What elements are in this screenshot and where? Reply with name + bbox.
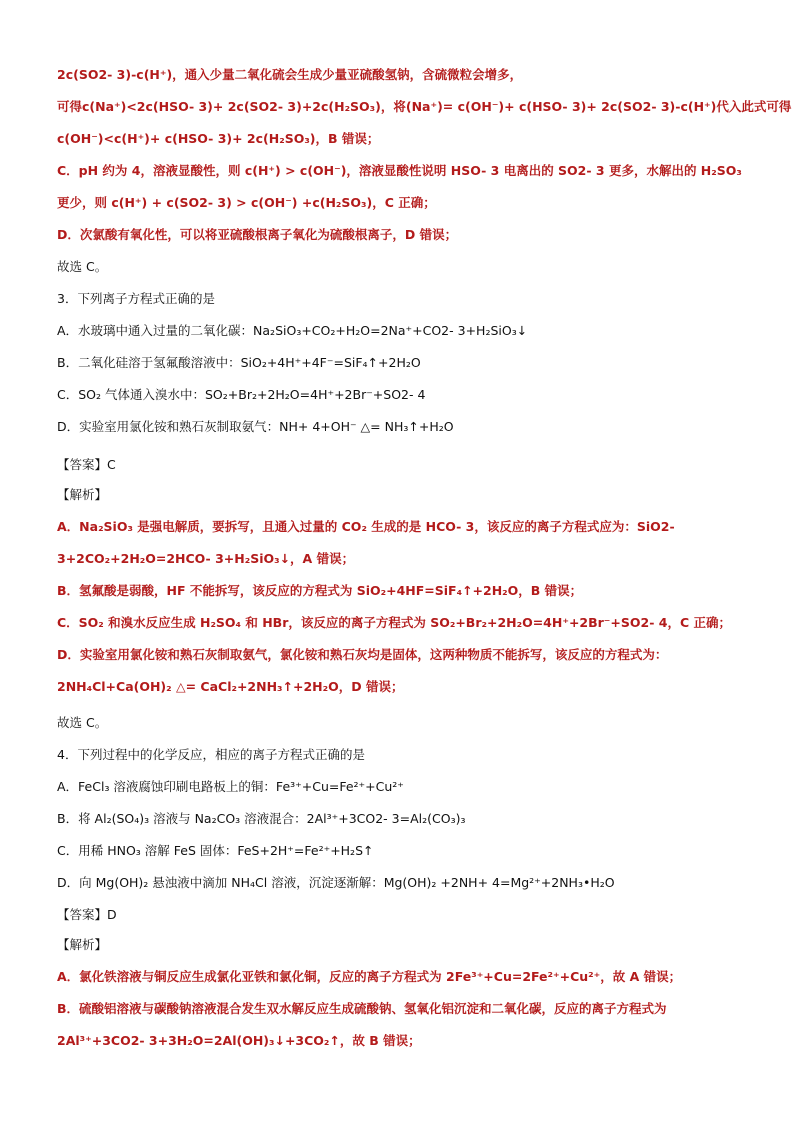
- answer-label: 【答案】C: [57, 457, 116, 472]
- option-b: B．将 Al₂(SO₄)₃ 溶液与 Na₂CO₃ 溶液混合：2Al³⁺+3CO2- 3=Al₂(CO₃)₃: [57, 811, 466, 826]
- text-line: 2Al³⁺+3CO2- 3+3H₂O=2Al(OH)₃↓+3CO₂↑，故 B 错误；: [57, 1033, 421, 1048]
- text-line: C．pH 约为 4，溶液显酸性，则 c(H⁺) > c(OH⁻)，溶液显酸性说明 HSO- 3 电离出的 SO2- 3 更多，水解出的 H₂SO₃: [57, 163, 742, 178]
- question-title: 4．下列过程中的化学反应，相应的离子方程式正确的是: [57, 747, 365, 762]
- text-line: 3+2CO₂+2H₂O=2HCO- 3+H₂SiO₃↓，A 错误；: [57, 551, 355, 566]
- text-line: B．氢氟酸是弱酸，HF 不能拆写，该反应的方程式为 SiO₂+4HF=SiF₄↑+2H₂O，B 错误；: [57, 583, 583, 598]
- option-c: C．SO₂ 气体通入溴水中：SO₂+Br₂+2H₂O=4H⁺+2Br⁻+SO2- 4: [57, 387, 426, 402]
- text-line: 2c(SO2- 3)-c(H⁺)，通入少量二氧化硫会生成少量亚硫酸氢钠，含硫微粒会增多，: [57, 67, 523, 82]
- text-line: C．SO₂ 和溴水反应生成 H₂SO₄ 和 HBr，该反应的离子方程式为 SO₂+Br₂+2H₂O=4H⁺+2Br⁻+SO2- 4，C 正确；: [57, 615, 731, 630]
- option-a: A．水玻璃中通入过量的二氧化碳：Na₂SiO₃+CO₂+H₂O=2Na⁺+CO2- 3+H₂SiO₃↓: [57, 323, 528, 338]
- text-line: c(OH⁻)<c(H⁺)+ c(HSO- 3)+ 2c(H₂SO₃)，B 错误；: [57, 131, 380, 146]
- question-title: 3．下列离子方程式正确的是: [57, 291, 215, 306]
- text-line: 故选 C。: [57, 715, 108, 730]
- option-d: D．实验室用氯化铵和熟石灰制取氨气：NH+ 4+OH⁻ △= NH₃↑+H₂O: [57, 419, 454, 434]
- option-b: B．二氧化硅溶于氢氟酸溶液中：SiO₂+4H⁺+4F⁻=SiF₄↑+2H₂O: [57, 355, 421, 370]
- analysis-label: 【解析】: [57, 487, 108, 502]
- text-line: D．次氯酸有氧化性，可以将亚硫酸根离子氧化为硫酸根离子，D 错误；: [57, 227, 458, 242]
- option-a: A．FeCl₃ 溶液腐蚀印刷电路板上的铜：Fe³⁺+Cu=Fe²⁺+Cu²⁺: [57, 779, 404, 794]
- text-line: 更少，则 c(H⁺) + c(SO2- 3) > c(OH⁻) +c(H₂SO₃)，C 正确；: [57, 195, 436, 210]
- option-c: C．用稀 HNO₃ 溶解 FeS 固体：FeS+2H⁺=Fe²⁺+H₂S↑: [57, 843, 374, 858]
- text-line: B．硫酸铝溶液与碳酸钠溶液混合发生双水解反应生成硫酸钠、氢氧化铝沉淀和二氧化碳，反应的离子方程式为: [57, 1001, 667, 1016]
- option-d: D．向 Mg(OH)₂ 悬浊液中滴加 NH₄Cl 溶液，沉淀逐渐解：Mg(OH)₂ +2NH+ 4=Mg²⁺+2NH₃•H₂O: [57, 875, 615, 890]
- analysis-label: 【解析】: [57, 937, 108, 952]
- text-line: 可得c(Na⁺)<2c(HSO- 3)+ 2c(SO2- 3)+2c(H₂SO₃)，将(Na⁺)= c(OH⁻)+ c(HSO- 3)+ 2c(SO2- 3)-c(H⁺)代入此式可得: [57, 99, 792, 114]
- text-line: A．氯化铁溶液与铜反应生成氯化亚铁和氯化铜，反应的离子方程式为 2Fe³⁺+Cu=2Fe²⁺+Cu²⁺，故 A 错误；: [57, 969, 682, 984]
- answer-label: 【答案】D: [57, 907, 117, 922]
- text-line: D．实验室用氯化铵和熟石灰制取氨气，氯化铵和熟石灰均是固体，这两种物质不能拆写，该反应的方程式为：: [57, 647, 668, 662]
- text-line: 故选 C。: [57, 259, 108, 274]
- text-line: 2NH₄Cl+Ca(OH)₂ △= CaCl₂+2NH₃↑+2H₂O，D 错误；: [57, 679, 404, 694]
- text-line: A．Na₂SiO₃ 是强电解质，要拆写，且通入过量的 CO₂ 生成的是 HCO- 3，该反应的离子方程式应为：SiO2-: [57, 519, 675, 534]
